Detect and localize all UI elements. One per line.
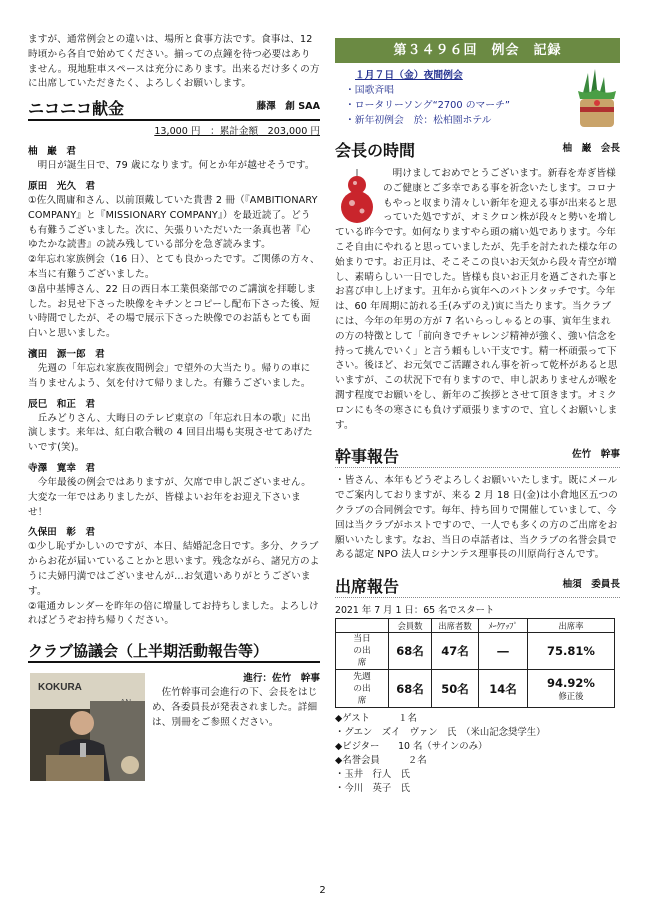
president-body [335,167,620,433]
council-text-block [152,671,320,730]
niko-message: 先週の「年忘れ家族夜間例会」で望外の大当たり。帰りの車に当りませんよう、気を付けて帰りました。有難うございました。 [28,362,311,389]
council-text: 佐竹幹事司会進行の下、会長をはじめ、各委員長が発表されました。詳細は、別冊をご参照ください。 [152,687,318,728]
attendance-members: 68名 [389,633,432,670]
attendance-extra-person: ・今川 英子 氏 [335,783,411,795]
council-block [28,671,320,781]
niko-member-name: 濱田 源一郎 君 [28,348,105,360]
attendance-header-blank [336,619,389,633]
record-item: ・新年初例会 於：松柏園ホテル [345,115,492,126]
niko-member-name: 柚 巌 君 [28,146,76,158]
attendance-row [336,633,615,670]
record-item: ・国歌斉唱 [345,85,394,96]
attendance-header-cell: 会員数 [389,619,432,633]
attendance-row-label-text: 当日の出席 [353,634,371,669]
niko-message: 丘みどりさん、大晦日のテレビ東京の「年忘れ日本の歌」に出演します。来年は、紅白歌合戦の 4 回目出場も実現させてあげたいです(笑)。 [28,412,313,454]
record-banner: 第３４９６回 例会 記録 [335,38,620,63]
niko-member-name: 久保田 彰 君 [28,527,96,539]
attendance-header-cell: 出席者数 [432,619,479,633]
council-photo [30,673,145,781]
gourd-charm-icon [335,169,379,225]
president-byline: 柚 巌 会長 [562,143,620,154]
president-heading [335,141,620,161]
photo-sign-text: KOKURA [38,682,82,694]
niko-title: ニコニコ献金 [28,99,125,119]
niko-amount: 13,000 円 ：累計金額 203,000 円 [154,126,320,138]
record-items [345,83,510,128]
intro-text: ますが、通常例会との違いは、場所と食事方法です。食事は、12時頃から各自で始めてください。揃っての点鐘を待つ必要はありません。現地駐車スペースは充分にあります。出来るだけ多くの方に出席していただきたく、よろしくお願いします。 [28,34,320,90]
attendance-row [336,670,615,708]
niko-message: ①佐久間庸和さん、以前頂戴していた貴書 2 冊（『AMBITIONARY COMPANY』と『MISSIONARY COMPANY』）を最近読了。どうも有難うございました。次に、矢張りいただいた一条真也著『心ゆたかな読書』の読み残している部分を急ぎ読みます。 [28,194,318,251]
page-number: 2 [319,885,326,896]
attendance-table [335,618,615,708]
attendance-row-label [336,670,389,708]
niko-entries [28,144,320,629]
attendance-byline: 柚須 委員長 [562,579,620,591]
attendance-makeup: ― [479,633,528,670]
attendance-start: 2021 年 7 月 1 日：65 名でスタート [335,605,495,617]
niko-message: 今年最後の例会ではありますが、欠席で申し訳ございません。大変な一年ではありましたが、皆様よいお年をお迎え下さいませ！ [28,476,311,518]
niko-message: ③畠中基博さん、22 日の西日本工業倶楽部でのご講演を拝聴しました。お見せ下さった映像をキチンとコピーし配布下さった後、短い時間でしたが、その場で展示下さった映像でのお話もとても面白いと思いました。 [28,283,320,340]
niko-message: ①少し恥ずかしいのですが、本日、結婚記念日です。多分、クラブからお花が届いていることかと思います。残念ながら、諸兄方のように夫婦円満ではございませんが…お気遣いありがとうございます。 [28,541,320,597]
attendance-rate-cell [528,670,615,708]
niko-byline: 藤澤 創 SAA [256,101,320,113]
attendance-members: 68名 [389,670,432,708]
attendance-present: 50名 [432,670,479,708]
niko-member-name: 原田 光久 君 [28,180,96,192]
attendance-heading [335,577,620,598]
secretary-heading [335,447,620,468]
attendance-extra-category: ◆ビジター 10 名（サインのみ） [335,741,488,753]
niko-message: ②年忘れ家族例会（16 日）、とても良かったです。ご関係の方々、本当に有難うございました。 [28,254,320,280]
attendance-header-row [336,619,615,633]
niko-member-name: 辰巳 和正 君 [28,398,96,410]
niko-heading [28,99,320,121]
attendance-extra-category: ◆名誉会員 ２名 [335,755,427,767]
attendance-extra-person: ・グエン ズイ ヴァン 氏 （米山記念奨学生） [335,727,546,739]
attendance-rate: 94.92% [547,675,595,690]
left-column [28,0,320,781]
kadomatsu-icon [576,69,618,131]
attendance-makeup: 14名 [479,670,528,708]
council-heading [28,641,320,663]
attendance-header-cell: 出席率 [528,619,615,633]
attendance-header-cell: ﾒｰｸｱｯﾌﾟ [479,619,528,633]
attendance-extra-category: ◆ゲスト １名 [335,713,417,725]
record-date: １月７日（金）夜間例会 [355,70,463,81]
niko-member-name: 寺澤 寛幸 君 [28,462,96,474]
record-item: ・ロータリーソング“2700 のマーチ” [345,100,510,111]
secretary-title: 幹事報告 [335,447,400,467]
record-block [335,63,620,135]
attendance-extra-person: ・玉井 行人 氏 [335,769,411,781]
president-title: 会長の時間 [335,141,416,160]
attendance-extras [335,712,620,796]
attendance-row-label [336,633,389,670]
attendance-rate-note: 修正後 [558,690,584,701]
council-byline: 進行：佐竹 幹事 [243,673,320,685]
niko-message: ②電通カレンダーを昨年の倍に増量してお持ちしました。よろしければどうぞお持ち帰りください。 [28,600,319,627]
niko-amount-row [28,125,320,139]
attendance-rate: 75.81% [528,633,615,670]
president-text: 明けましておめでとうございます。新春を寿ぎ皆様のご健康とご多幸である事を祈念いたします。コロナもやっと収まり清々しい新年を迎える事が出来ると思っていた処ですが、オミクロン株が段々と勢いを増している昨今です。如何なりますやら頭の痛い処であります。今年こそ自由にやれると思っていましたが、先手を討たれた様な年の始まりです。お正月は、そこそこの良いお天気から段々青空が増し、素晴らしい一日でした。皆様も良いお正月を過ごされた事とお喜び申し上げます。丑年から寅年へのバトンタッチです。今年は、60 年周期に訪れる壬(みずのえ)寅に当たります。当クラブには、今年の年男の方が 7 名いらっしゃるとの事、寅年生まれの方の特徴として「前向きでチャレンジ精神が強く、強い信念を持って挑んでいく」と言う頼もしい干支です。精一杯頑張って下さい。後ほど、お元気でご活躍されん事を祈って乾杯があると思いますが、この状況下で有りますので、申し訳ありませんが喉を潤す程度でお願いをし、新年のご挨拶とさせて頂きます。オミクロンにも冬の寒さにも負けず頑張りますので、宜しくお願いします。 [335,168,618,431]
secretary-byline: 佐竹 幹事 [572,449,620,461]
attendance-title: 出席報告 [335,577,400,597]
right-column [335,0,620,796]
council-title: クラブ協議会（上半期活動報告等） [28,642,269,661]
niko-message: 明日が誕生日で、79 歳になります。何とか年が越せそうです。 [37,160,315,172]
record-list [345,68,510,128]
attendance-row-label-text: 先週の出席 [353,671,371,706]
attendance-present: 47名 [432,633,479,670]
secretary-text: ・皆さん、本年もどうぞよろしくお願いいたします。既にメールでご案内しておりますが、来る 2 月 18 日(金)は小倉地区五つのクラブの合同例会です。毎年、持ち回りで開催していまして、今回は当クラブがホストですので、一人でも多くの方のご出席をお願いいたします。なお、当日の卓話者は、当クラブの名誉会員である認定 NPO 法人ロシナンテス理事長の川原尚行さんです。 [335,475,618,561]
